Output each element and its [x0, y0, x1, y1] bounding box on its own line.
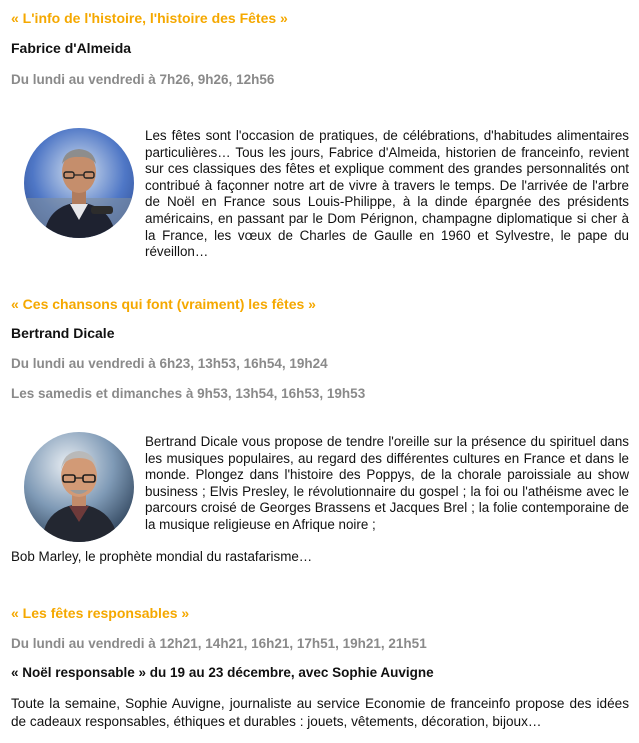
host-avatar-fabrice [24, 128, 134, 238]
section-heading-responsables: « Les fêtes responsables » [11, 605, 190, 621]
host-portrait-icon [24, 432, 134, 542]
schedule-responsables: Du lundi au vendredi à 12h21, 14h21, 16h21, 17h51, 19h21, 21h51 [11, 636, 427, 651]
host-portrait-icon [24, 128, 134, 238]
description-chansons-last-line: Bob Marley, le prophète mondial du rastafarisme… [11, 549, 313, 564]
host-name-fabrice: Fabrice d'Almeida [11, 40, 132, 56]
description-chansons: Bertrand Dicale vous propose de tendre l'oreille sur la présence du spirituel dans les musiques populaires, au regard des différentes cultures en France et dans le monde. Plongez dans l'histoire des Poppys, de la chorale paroissiale au show business ; Elvis Presley, le révolutionnaire du gospel ; la foi ou l'athéisme avec le parcours croisé de Georges Brassens et Jacques Brel ; la folie contemporaine de la musique religieuse en Afrique noire ; [145, 434, 629, 532]
description-responsables: Toute la semaine, Sophie Auvigne, journaliste au service Economie de franceinfo propose des idées de cadeaux responsables, éthiques et durables : jouets, vêtements, décoration, bijoux… [11, 696, 629, 729]
subtitle-noel-responsable: « Noël responsable » du 19 au 23 décembre, avec Sophie Auvigne [11, 665, 434, 680]
section-heading-histoire: « L'info de l'histoire, l'histoire des Fêtes » [11, 10, 288, 26]
schedule-chansons-weekend: Les samedis et dimanches à 9h53, 13h54, 16h53, 19h53 [11, 386, 366, 401]
section-heading-chansons: « Ces chansons qui font (vraiment) les fêtes » [11, 296, 316, 312]
host-avatar-bertrand [24, 432, 134, 542]
schedule-histoire: Du lundi au vendredi à 7h26, 9h26, 12h56 [11, 72, 275, 87]
description-histoire: Les fêtes sont l'occasion de pratiques, de célébrations, d'habitudes alimentaires particulières… Tous les jours, Fabrice d'Almeida, historien de franceinfo, revient sur ces classiques des fêtes et explique comment des grandes personnalités ont contribué à façonner notre art de vivre à travers le temps. De l'arrivée de l'arbre de Noël en France sous Louis-Philippe, à la dinde épargnée des présidents américains, en passant par le Dom Pérignon, champagne diplomatique si cher à la France, les vœux de Charles de Gaulle en 1960 et Sylvestre, le pape du réveillon… [145, 128, 629, 260]
host-name-bertrand: Bertrand Dicale [11, 325, 115, 341]
schedule-chansons-weekday: Du lundi au vendredi à 6h23, 13h53, 16h54, 19h24 [11, 356, 328, 371]
